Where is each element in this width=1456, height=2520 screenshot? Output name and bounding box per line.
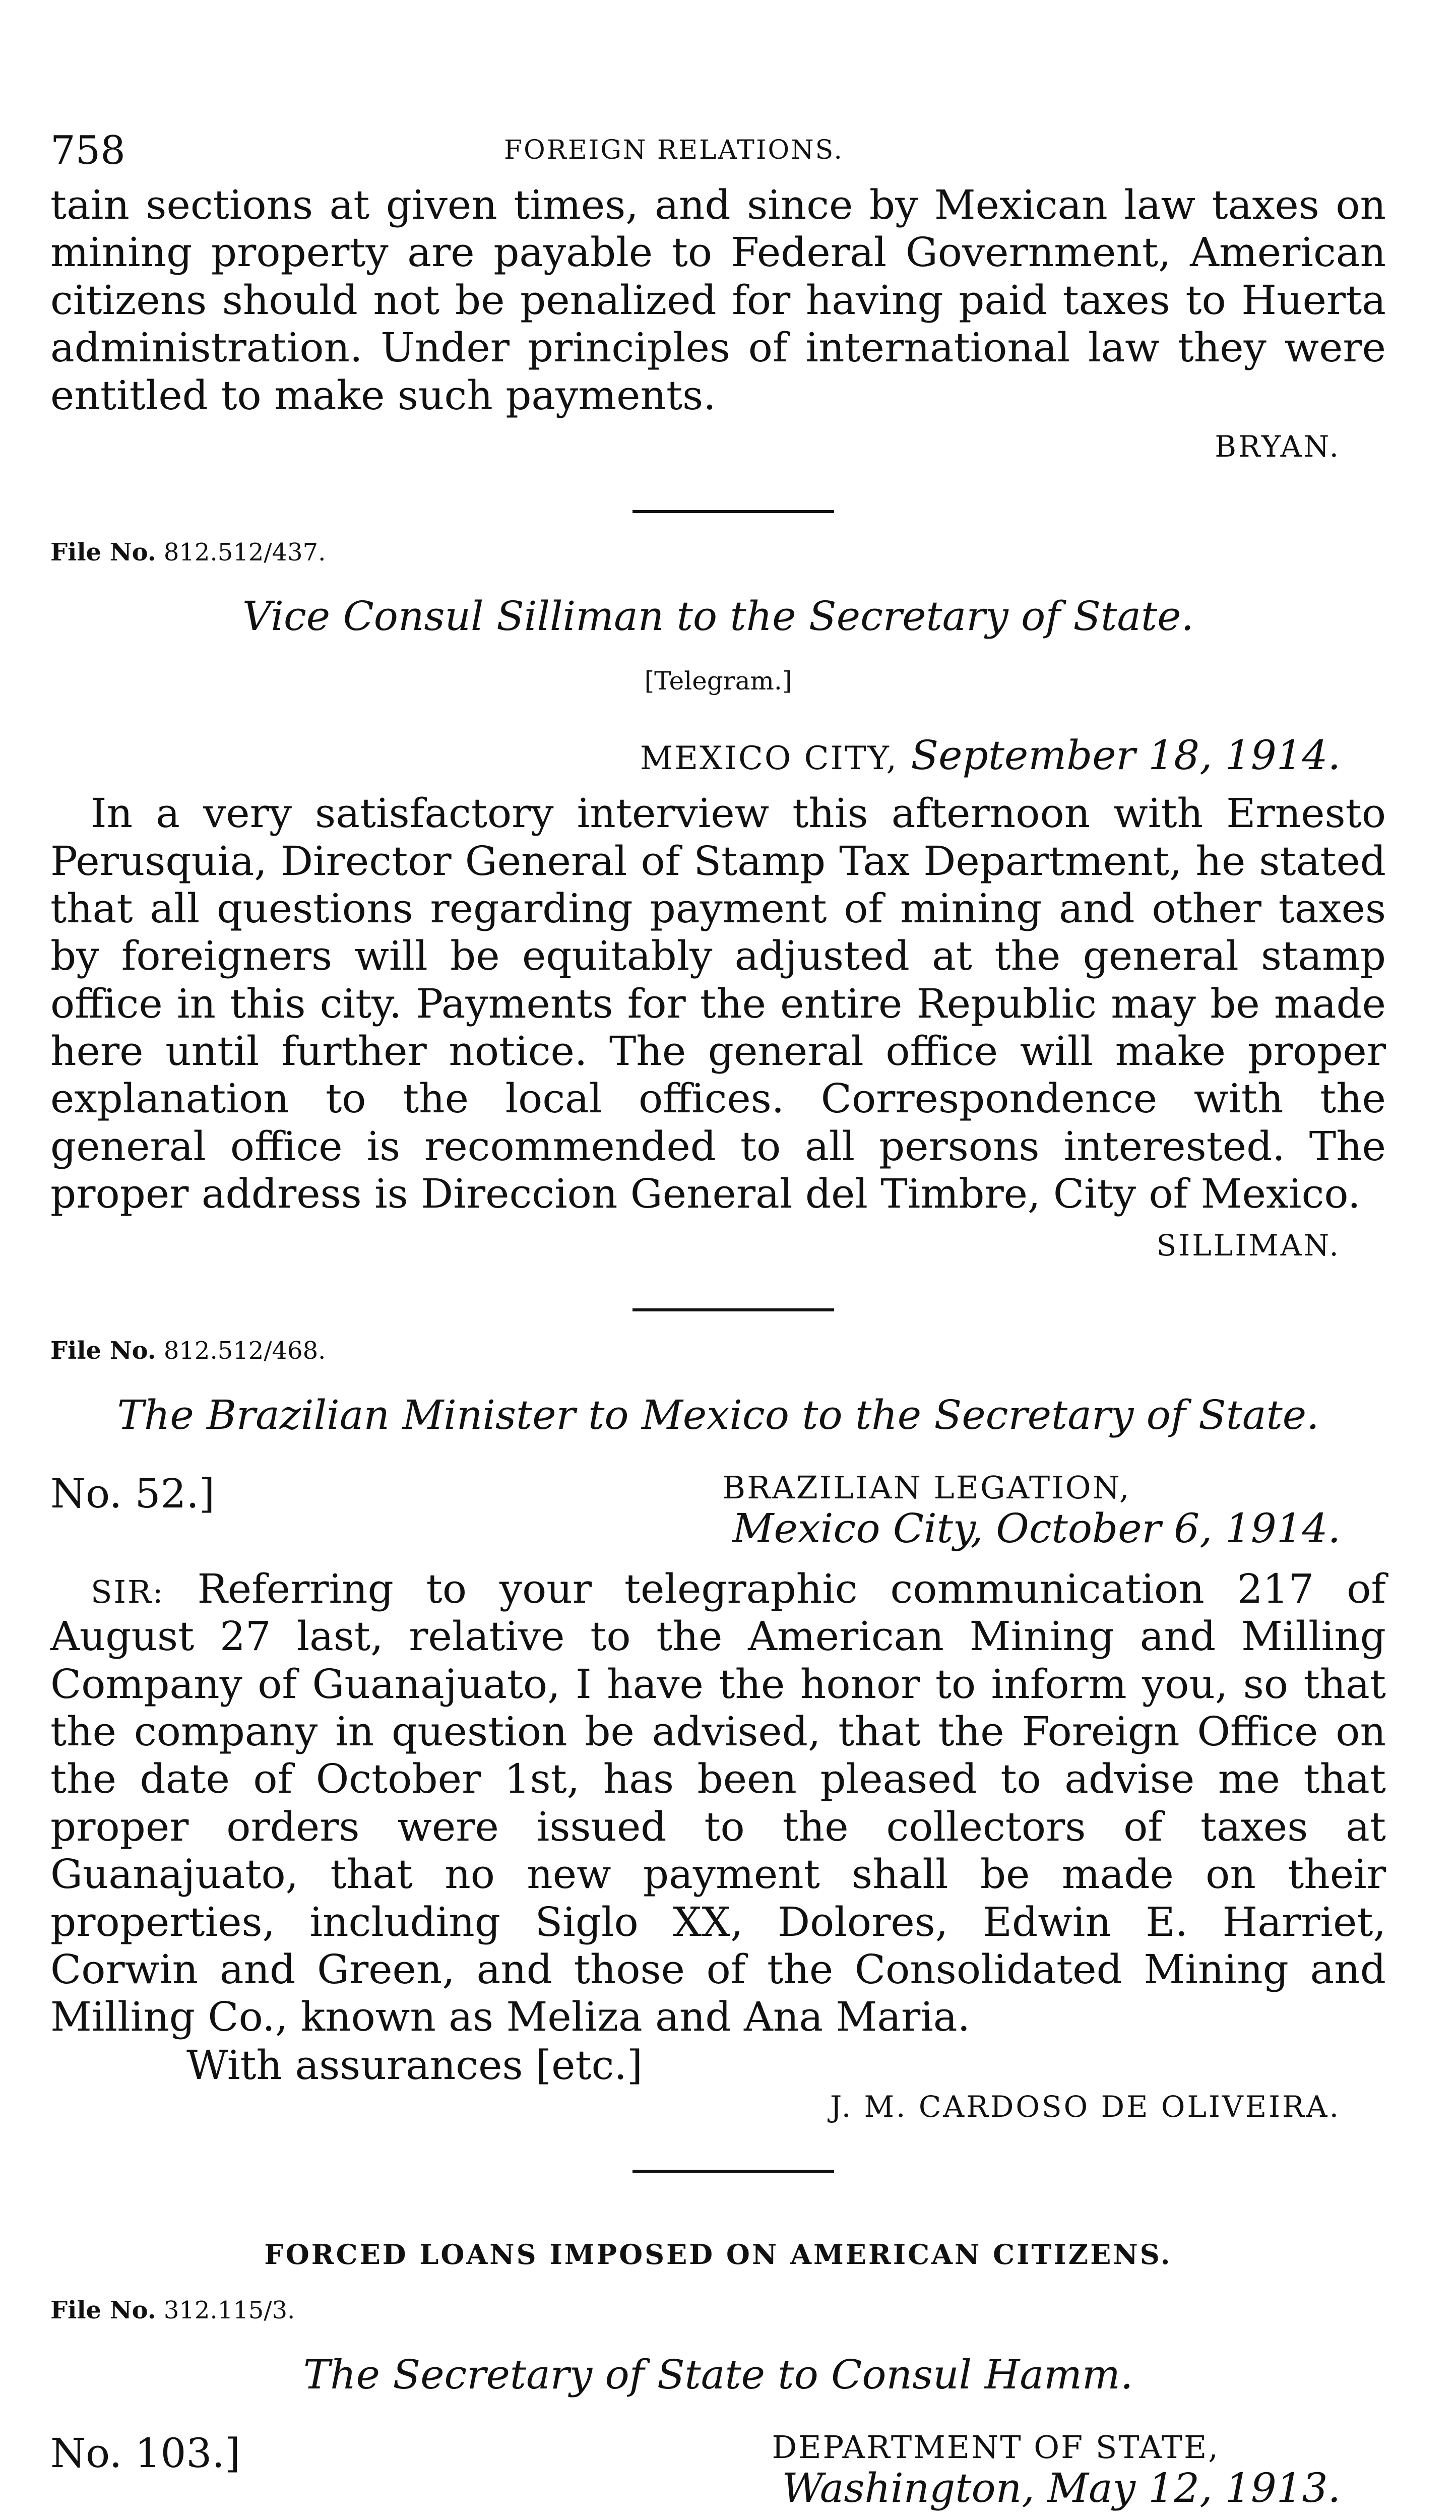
brazilian-letter-paragraph bbox=[50, 1565, 1386, 2041]
letter-heading-brazilian bbox=[50, 1470, 1386, 1565]
file-label: File No. bbox=[50, 538, 156, 566]
signature-cardoso: J. M. CARDOSO DE OLIVEIRA. bbox=[830, 2089, 1341, 2124]
silliman-paragraph: In a very satisfactory interview this afternoon with Ernesto Perusquia, Director General of Stamp Tax Department, he stated that all questions regarding payment of mining and other taxes by foreigners will be equitably adjusted at the general stamp office in this city. Payments for the entire Republic may be made here until further notice. The general office will make proper explanation to the local offices. Correspondence with the general office is recommended to all persons interested. The proper address is Direccion General del Timbre, City of Mexico. bbox=[50, 790, 1386, 1218]
salutation: SIR: bbox=[91, 1573, 165, 1610]
dateline-place: MEXICO CITY, bbox=[640, 740, 898, 778]
dateline-date: September 18, 1914. bbox=[911, 732, 1341, 779]
section-divider bbox=[632, 2170, 834, 2173]
continuation-paragraph: tain sections at given times, and since by Mexican law taxes on mining property are payable to Federal Government, American citizens should not be penalized for having paid taxes to Huerta administration. Under principles of international law they were entitled to make such payments. bbox=[50, 181, 1386, 419]
signature-silliman: SILLIMAN. bbox=[1156, 1228, 1341, 1263]
origin-place-date: Washington, May 12, 1913. bbox=[782, 2465, 1341, 2512]
document-page bbox=[50, 111, 1386, 2520]
page-header bbox=[50, 111, 1386, 171]
file-number-468 bbox=[50, 1337, 1386, 1366]
section-heading: FORCED LOANS IMPOSED ON AMERICAN CITIZENS. bbox=[264, 2238, 1172, 2271]
letter-heading-department bbox=[50, 2429, 1386, 2520]
origin-office: DEPARTMENT OF STATE, bbox=[772, 2428, 1220, 2466]
letter-origin bbox=[772, 2429, 1341, 2511]
closing-line: With assurances [etc.] bbox=[186, 2041, 643, 2089]
section-divider bbox=[632, 510, 834, 513]
file-number-value: 812.512/468. bbox=[163, 1337, 326, 1365]
file-number-value: 312.115/3. bbox=[163, 2296, 295, 2325]
file-number-437 bbox=[50, 538, 1386, 568]
dateline-mexico-city bbox=[50, 731, 1341, 780]
dispatch-number: No. 103.] bbox=[50, 2429, 240, 2477]
origin-office: BRAZILIAN LEGATION, bbox=[722, 1469, 1131, 1506]
page-number: 758 bbox=[50, 128, 125, 173]
file-label: File No. bbox=[50, 1337, 156, 1365]
dispatch-number: No. 52.] bbox=[50, 1470, 215, 1517]
running-head: FOREIGN RELATIONS. bbox=[504, 135, 844, 165]
file-number-3 bbox=[50, 2296, 1386, 2325]
signature-bryan: BRYAN. bbox=[1215, 429, 1341, 464]
file-number-value: 812.512/437. bbox=[163, 538, 326, 566]
file-label: File No. bbox=[50, 2296, 156, 2325]
section-divider bbox=[632, 1308, 834, 1311]
telegram-tag: [Telegram.] bbox=[644, 666, 792, 696]
letter-origin bbox=[723, 1470, 1341, 1552]
document-title-brazilian-minister: The Brazilian Minister to Mexico to the Secretary of State. bbox=[117, 1391, 1319, 1438]
origin-place-date: Mexico City, October 6, 1914. bbox=[732, 1505, 1341, 1552]
document-title-silliman: Vice Consul Silliman to the Secretary of State. bbox=[242, 593, 1194, 640]
document-title-secretary: The Secretary of State to Consul Hamm. bbox=[303, 2351, 1133, 2398]
letter-body: Referring to your telegraphic communication 217 of August 27 last, relative to the American Mining and Milling Company of Guanajuato, I have the honor to inform you, so that the company in question be advised, that the Foreign Office on the date of October 1st, has been pleased to advise me that proper orders were issued to the collectors of taxes at Guanajuato, that no new payment shall be made on their properties, including Siglo XX, Dolores, Edwin E. Harriet, Corwin and Green, and those of the Consolidated Mining and Milling Co., known as Meliza and Ana Maria. bbox=[50, 1565, 1386, 2041]
